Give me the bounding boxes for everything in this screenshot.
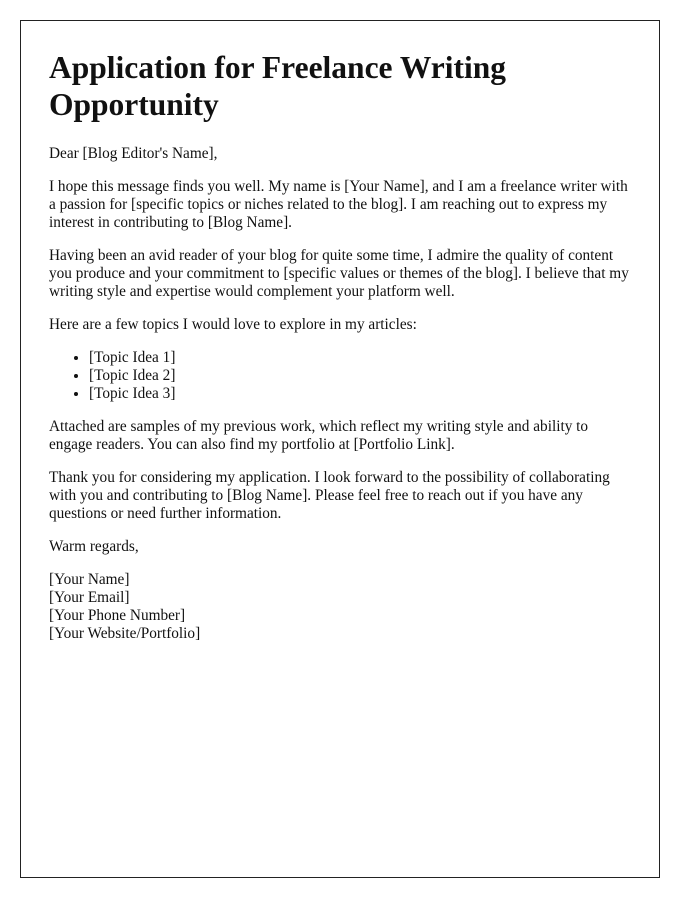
salutation: Dear [Blog Editor's Name], xyxy=(49,145,218,162)
topics-intro-paragraph: Here are a few topics I would love to explore in my articles: xyxy=(49,316,417,333)
letter-page xyxy=(20,20,660,878)
admiration-paragraph: Having been an avid reader of your blog for quite some time, I admire the quality of content you produce and your commitment to [specific values or themes of the blog]. I believe that my writing style and expertise would complement your platform well. xyxy=(49,247,629,300)
sign-off: Warm regards, xyxy=(49,538,139,555)
topic-item: • [Topic Idea 1] xyxy=(89,349,631,367)
signature-phone: [Your Phone Number] xyxy=(49,607,186,624)
topic-item: • [Topic Idea 3] xyxy=(89,385,631,403)
signature-email: [Your Email] xyxy=(49,589,130,606)
samples-paragraph: Attached are samples of my previous work, which reflect my writing style and ability to engage readers. You can also find my portfolio at [Portfolio Link]. xyxy=(49,418,589,453)
intro-paragraph: I hope this message finds you well. My name is [Your Name], and I am a freelance writer with a passion for [specific topics or niches related to the blog]. I am reaching out to express my interest in contributing to [Blog Name]. xyxy=(49,178,628,231)
letter-title: Application for Freelance Writing Opportunity xyxy=(49,50,507,122)
topic-list xyxy=(49,349,631,403)
signature-website: [Your Website/Portfolio] xyxy=(49,625,201,642)
topic-item: • [Topic Idea 2] xyxy=(89,367,631,385)
signature-block xyxy=(49,571,631,643)
thanks-paragraph: Thank you for considering my application. I look forward to the possibility of collaborating with you and contributing to [Blog Name]. Please feel free to reach out if you have any questions or need further information. xyxy=(49,469,610,522)
signature-name: [Your Name] xyxy=(49,571,130,588)
